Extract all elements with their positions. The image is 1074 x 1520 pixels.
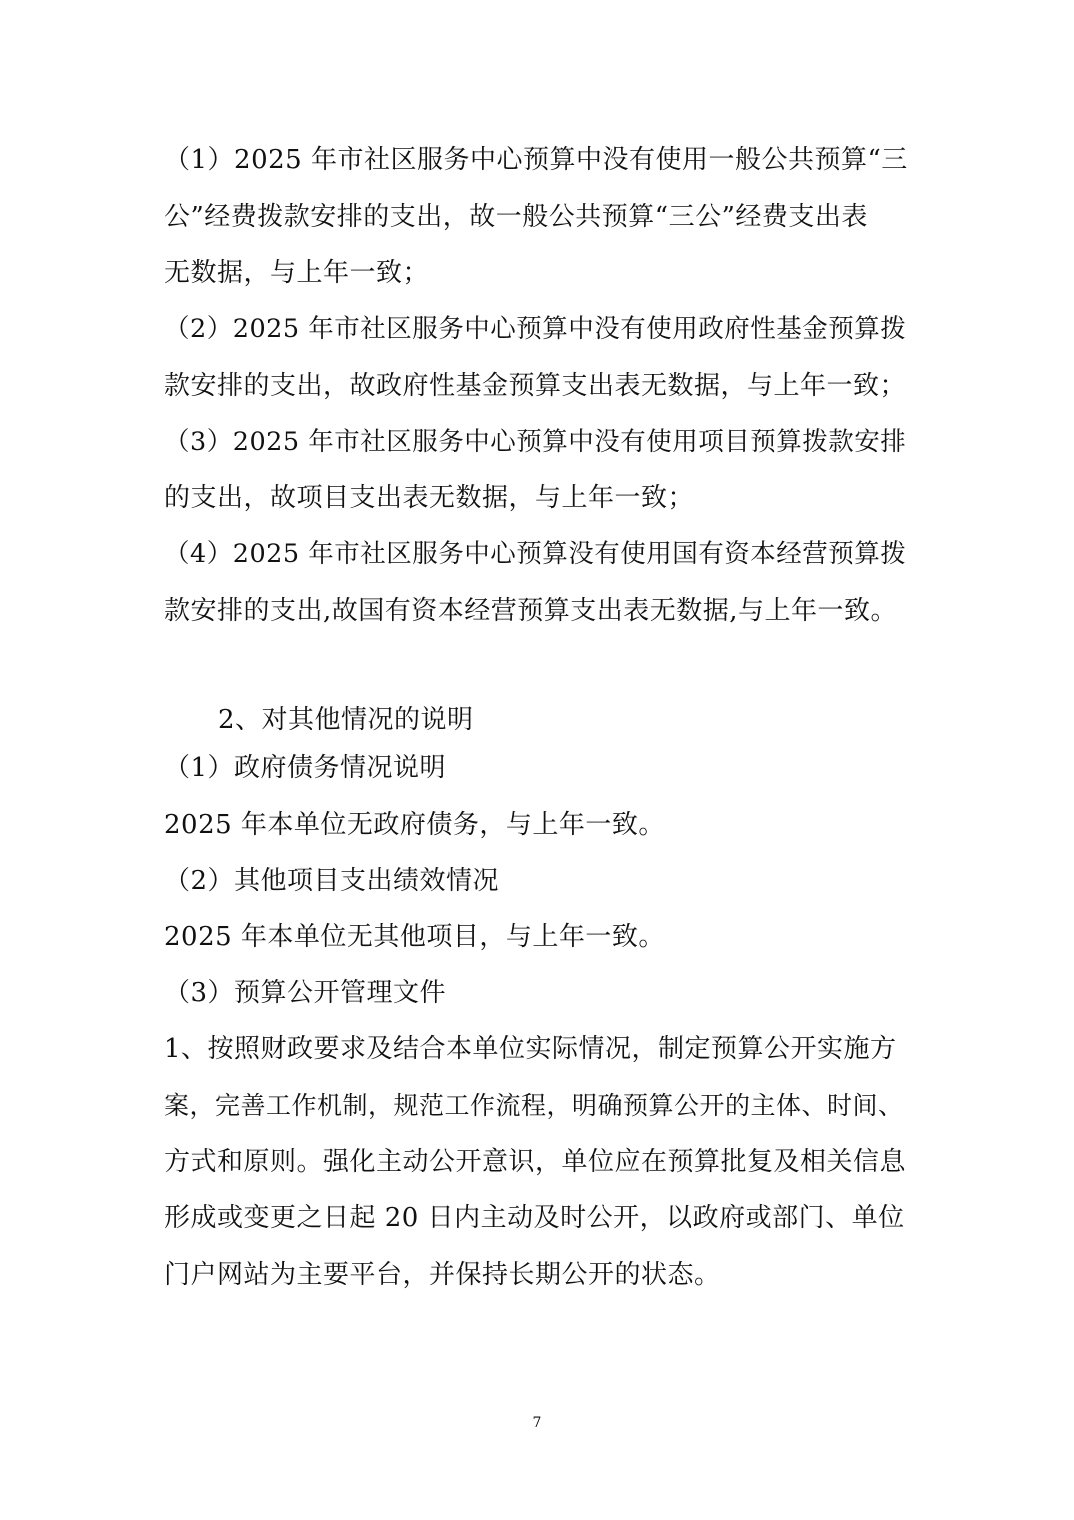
sub2-title: （2）其他项目支出绩效情况 <box>164 866 500 896</box>
item4-line-1: （4）2025 年市社区服务中心预算没有使用国有资本经营预算拨 <box>164 539 907 569</box>
sub3-para-line-4: 形成或变更之日起 20 日内主动及时公开，以政府或部门、单位 <box>164 1203 905 1233</box>
item4-line-2: 款安排的支出,故国有资本经营预算支出表无数据,与上年一致。 <box>164 596 898 626</box>
page-number: 7 <box>532 1415 542 1431</box>
item2-line-2: 款安排的支出，故政府性基金预算支出表无数据，与上年一致； <box>164 371 907 401</box>
item1-line-1: （1）2025 年市社区服务中心预算中没有使用一般公共预算“三 <box>164 145 908 175</box>
sub3-para-line-5: 门户网站为主要平台，并保持长期公开的状态。 <box>164 1260 721 1290</box>
item1-line-2: 公”经费拨款安排的支出，故一般公共预算“三公”经费支出表 <box>164 202 868 232</box>
item3-line-1: （3）2025 年市社区服务中心预算中没有使用项目预算拨款安排 <box>164 427 907 457</box>
item1-line-3: 无数据，与上年一致； <box>164 258 430 288</box>
sub3-para-line-1: 1、按照财政要求及结合本单位实际情况，制定预算公开实施方 <box>164 1034 897 1064</box>
section2-heading: 2、对其他情况的说明 <box>218 705 474 735</box>
sub3-para-line-2: 案，完善工作机制，规范工作流程，明确预算公开的主体、时间、 <box>164 1091 904 1120</box>
item2-line-1: （2）2025 年市社区服务中心预算中没有使用政府性基金预算拨 <box>164 314 907 344</box>
sub1-text: 2025 年本单位无政府债务，与上年一致。 <box>164 810 665 840</box>
item3-line-2: 的支出，故项目支出表无数据，与上年一致； <box>164 483 695 513</box>
sub3-para-line-3: 方式和原则。强化主动公开意识，单位应在预算批复及相关信息 <box>164 1147 907 1177</box>
sub3-title: （3）预算公开管理文件 <box>164 978 447 1008</box>
sub1-title: （1）政府债务情况说明 <box>164 753 447 783</box>
sub2-text: 2025 年本单位无其他项目，与上年一致。 <box>164 922 665 952</box>
